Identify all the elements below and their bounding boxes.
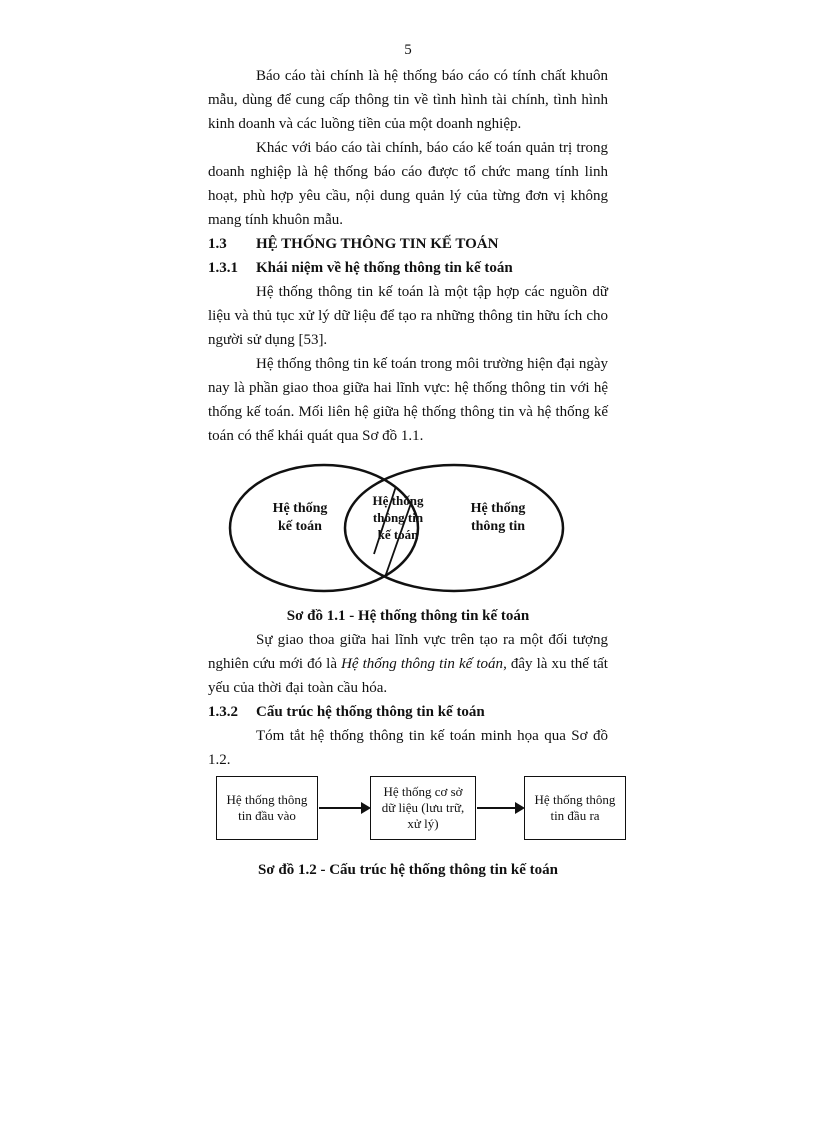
arrow-right-icon xyxy=(319,807,369,809)
section-number: 1.3 xyxy=(208,236,227,252)
venn-right-label xyxy=(458,500,538,536)
section-title: Cấu trúc hệ thống thông tin kế toán xyxy=(256,704,485,720)
emphasis-text: Hệ thống thông tin kế toán xyxy=(341,656,504,672)
paragraph-ais-intersection: Hệ thống thông tin kế toán trong môi trường hiện đại ngày nay là phần giao thoa giữa hai lĩnh vực: hệ thống thông tin với hệ thống kế toán. Mối liên hệ giữa hệ thống thông tin và hệ thống kế toán có thể khái quát qua Sơ đồ 1.1. xyxy=(208,356,608,444)
section-number: 1.3.1 xyxy=(208,260,238,276)
section-heading-1-3-1 xyxy=(208,256,608,280)
text-run: Sự giao thoa giữa hai lĩnh vực trên tạo ra một đối tượng nghiên cứu mới đó là xyxy=(208,632,608,672)
paragraph-management-report: Khác với báo cáo tài chính, báo cáo kế toán quản trị trong doanh nghiệp là hệ thống báo cáo được tổ chức mang tính linh hoạt, phù hợp yêu cầu, nội dung quản lý của từng đơn vị không mang tính khuôn mẫu. xyxy=(208,140,608,228)
venn-center-label xyxy=(358,492,438,543)
venn-right-line: Hệ thống xyxy=(470,501,526,516)
venn-left-label xyxy=(260,500,340,536)
paragraph-financial-report: Báo cáo tài chính là hệ thống báo cáo có tính chất khuôn mẫu, dùng để cung cấp thông tin về tình hình tài chính, tình hình kinh doanh và các luồng tiền của một doanh nghiệp. xyxy=(208,68,608,132)
text-run: , đây là xu thế tất yếu của thời đại toàn cầu hóa. xyxy=(208,656,608,696)
paragraph-ais-definition: Hệ thống thông tin kế toán là một tập hợp các nguồn dữ liệu và thủ tục xử lý dữ liệu để tạo ra những thông tin hữu ích cho người sử dụng [53]. xyxy=(208,284,608,348)
flow-box-output: Hệ thống thông tin đầu ra xyxy=(524,776,626,840)
figure-caption-1-1: Sơ đồ 1.1 - Hệ thống thông tin kế toán xyxy=(286,608,530,624)
section-title: Khái niệm về hệ thống thông tin kế toán xyxy=(256,260,513,276)
arrow-right-icon xyxy=(477,807,523,809)
page-number: 5 xyxy=(404,42,412,58)
venn-diagram xyxy=(208,452,608,604)
venn-right-line: thông tin xyxy=(470,519,526,534)
section-heading-1-3-2 xyxy=(208,700,608,724)
section-heading-1-3 xyxy=(208,232,608,256)
section-title: HỆ THỐNG THÔNG TIN KẾ TOÁN xyxy=(256,236,499,252)
flow-box-input: Hệ thống thông tin đầu vào xyxy=(216,776,318,840)
venn-left-line: kế toán xyxy=(278,519,322,534)
section-number: 1.3.2 xyxy=(208,704,238,720)
venn-center-line: Hệ thống xyxy=(372,493,424,508)
venn-center-line: thông tin xyxy=(372,510,424,525)
paragraph-intersection-result xyxy=(208,628,608,700)
flow-box-database: Hệ thống cơ sở dữ liệu (lưu trữ, xử lý) xyxy=(370,776,476,840)
figure-caption-1-2: Sơ đồ 1.2 - Cấu trúc hệ thống thông tin kế toán xyxy=(257,862,558,878)
paragraph-structure-summary: Tóm tắt hệ thống thông tin kế toán minh họa qua Sơ đồ 1.2. xyxy=(208,728,608,768)
venn-left-line: Hệ thống xyxy=(272,501,328,516)
venn-center-line: kế toán xyxy=(377,527,419,542)
document-body xyxy=(208,64,616,882)
flow-diagram xyxy=(208,776,618,846)
